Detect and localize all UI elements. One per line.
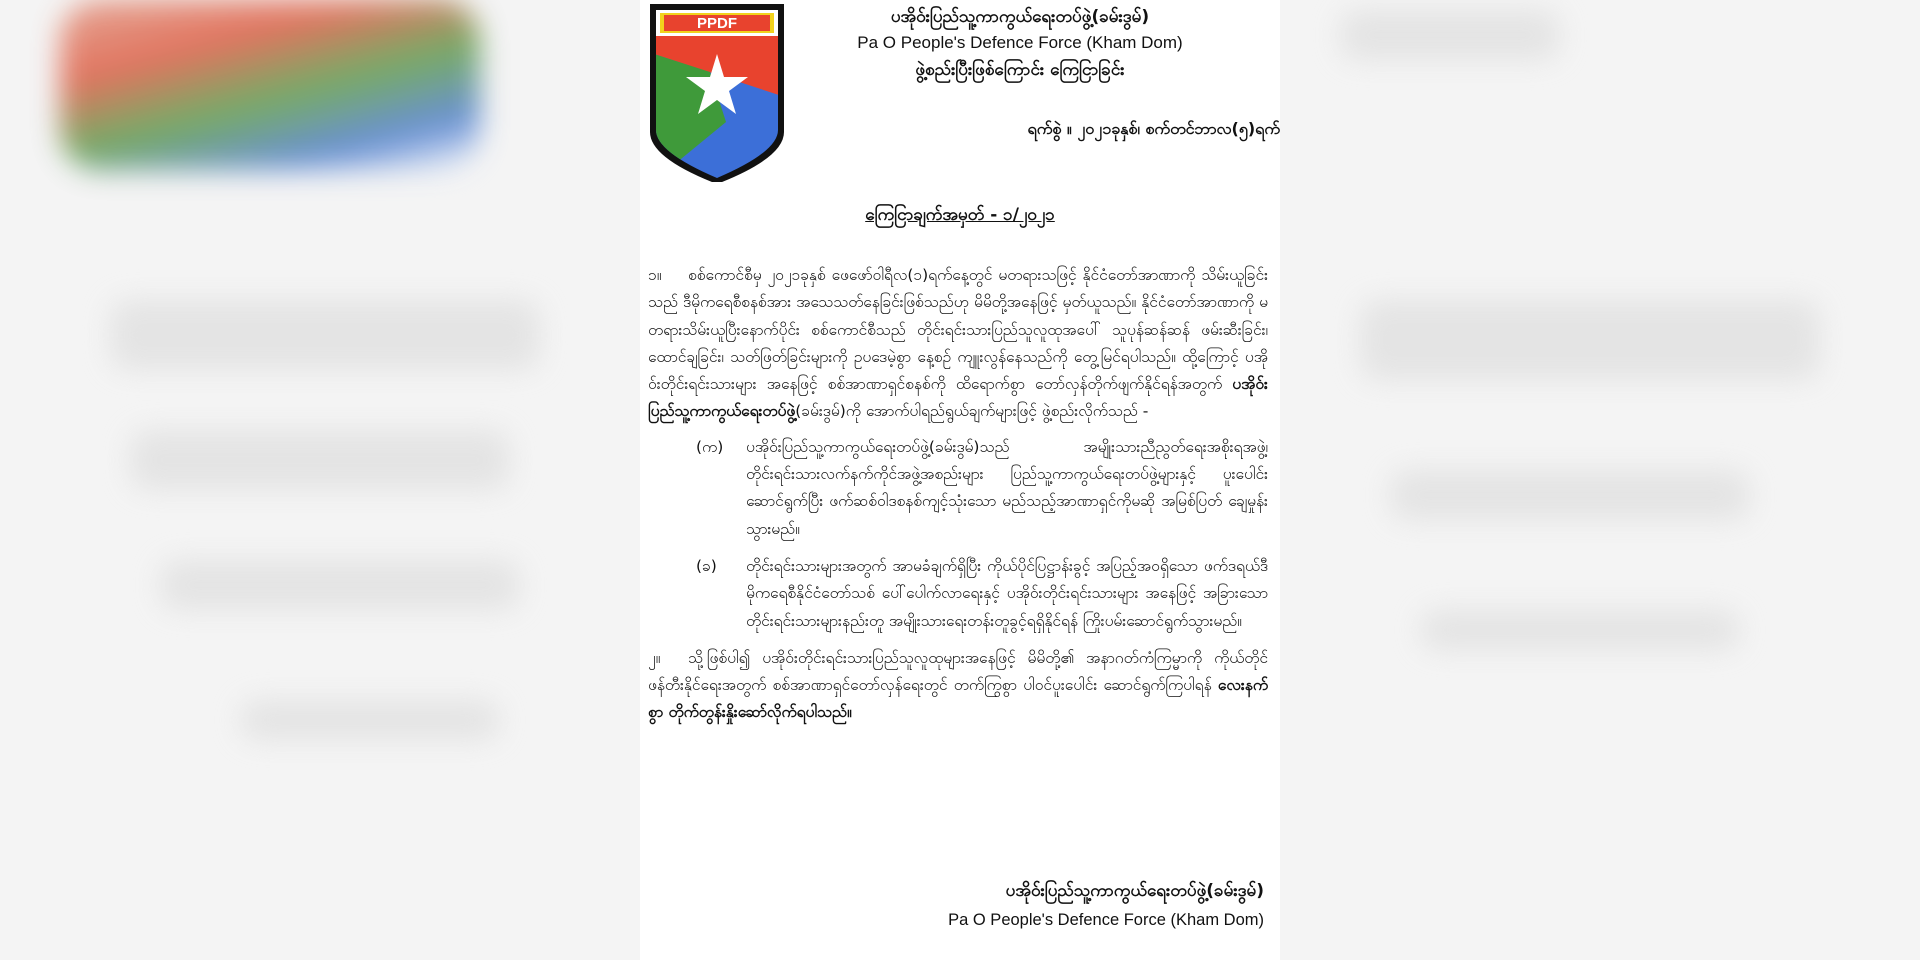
document-body	[648, 262, 1268, 735]
blurred-background-text	[130, 430, 510, 490]
signature-name-en: Pa O People's Defence Force (Kham Dom)	[948, 911, 1264, 929]
paragraph-text: စစ်ကောင်စီမှ ၂၀၂၁ခုနှစ် ဖေဖော်ဝါရီလ(၁)ရက်နေ့တွင် မတရားသဖြင့် နိုင်ငံတော်အာဏာကို သိမ်းယူခြင်းသည် ဒီမိုကရေစီစနစ်အား အသေသတ်နေခြင်းဖြစ်သည်ဟု မိမိတို့အနေဖြင့် မှတ်ယူသည်။ နိုင်ငံတော်အာဏာကို မတရားသိမ်းယူပြီးနောက်ပိုင်း စစ်ကောင်စီသည် တိုင်းရင်းသားပြည်သူလူထုအပေါ် သူပုန်ဆန်ဆန် ဖမ်းဆီးခြင်း၊ ထောင်ချခြင်း၊ သတ်ဖြတ်ခြင်းများကို ဥပဒေမဲ့စွာ နေ့စဉ် ကျူးလွန်နေသည်ကို တွေ့မြင်ရပါသည်။ ထို့ကြောင့် ပအိုဝ်းတိုင်းရင်းသားများ အနေဖြင့် စစ်အာဏာရှင်စနစ်ကို ထိရောက်စွာ တော်လှန်တိုက်ဖျက်နိုင်ရန်အတွက်	[648, 266, 1268, 394]
header-subtitle: ဖွဲ့စည်းပြီးဖြစ်ကြောင်း ကြေငြာခြင်း	[915, 60, 1125, 80]
announcement-title-text: ကြေငြာချက်အမှတ် - ၁/၂၀၂၁	[865, 205, 1055, 225]
logo-text: PPDF	[696, 15, 738, 32]
header-organization	[830, 4, 1210, 84]
paragraph-bold-text: ပအိုဝ်းပြည်သူ့ကာကွယ်ရေးတပ်ဖွဲ့	[648, 375, 1268, 421]
paragraph-bold-text: လေးနက်စွာ တိုက်တွန်းနှိုးဆော်လိုက်ရပါသည်။	[648, 676, 1268, 722]
sub-item-ka	[648, 434, 1268, 543]
blurred-background-text	[1390, 470, 1750, 520]
paragraph-number: ၂။	[648, 648, 661, 667]
announcement-title	[640, 204, 1280, 229]
ppdf-shield-logo	[648, 2, 786, 182]
blurred-background-text	[1360, 300, 1820, 380]
blurred-background-text	[1420, 610, 1740, 650]
blurred-background-text	[160, 560, 520, 610]
org-name-mm: ပအိုဝ်းပြည်သူ့ကာကွယ်ရေးတပ်ဖွဲ့(ခမ်းဒွမ်)	[890, 7, 1150, 27]
blurred-background-text	[240, 700, 500, 740]
signature-block	[948, 876, 1264, 934]
paragraph-1	[648, 262, 1268, 426]
blurred-background-logo	[60, 0, 480, 170]
paragraph-number: ၁။	[648, 266, 662, 284]
sub-item-kha	[648, 553, 1268, 635]
paragraph-2	[648, 645, 1268, 727]
announcement-document	[640, 0, 1280, 960]
blurred-background-text	[1340, 10, 1560, 60]
sub-item-text: တိုင်းရင်းသားများအတွက် အာမခံချက်ရှိပြီး ကိုယ်ပိုင်ပြဋ္ဌာန်းခွင့် အပြည့်အဝရှိသော ဖက်ဒရယ်ဒီမိုကရေစီနိုင်ငံတော်သစ် ပေါ်ပေါက်လာရေးနှင့် ပအိုဝ်းတိုင်းရင်းသားများ အနေဖြင့် အခြားသောတိုင်းရင်းသားများနည်းတူ အမျိုးသားရေးတန်းတူခွင့်ရရှိနိုင်ရန် ကြိုးပမ်းဆောင်ရွက်သွားမည်။	[746, 556, 1268, 630]
paragraph-text: သို့ဖြစ်ပါ၍ ပအိုဝ်းတိုင်းရင်းသားပြည်သူလူထုများအနေဖြင့် မိမိတို့၏ အနာဂတ်ကံကြမ္မာကို ကိုယ်တိုင်ဖန်တီးနိုင်ရေးအတွက် စစ်အာဏာရှင်တော်လှန်ရေးတွင် တက်ကြွစွာ ပါဝင်ပူးပေါင်း ဆောင်ရွက်ကြပါရန်	[648, 648, 1268, 695]
signature-name-mm: ပအိုဝ်းပြည်သူ့ကာကွယ်ရေးတပ်ဖွဲ့(ခမ်းဒွမ်)	[1005, 881, 1264, 901]
sub-item-number: (ခ)	[696, 556, 717, 575]
paragraph-text-end: (ခမ်းဒွမ်)ကို အောက်ပါရည်ရွယ်ချက်များဖြင့် ဖွဲ့စည်းလိုက်သည် -	[795, 402, 1149, 421]
document-date: ရက်စွဲ ။ ၂၀၂၁ခုနှစ်၊ စက်တင်ဘာလ(၅)ရက်	[1027, 119, 1280, 138]
sub-item-number: (က)	[696, 437, 724, 456]
blurred-background-text	[110, 300, 540, 370]
org-name-en: Pa O People's Defence Force (Kham Dom)	[857, 33, 1183, 52]
sub-item-text: ပအိုဝ်းပြည်သူ့ကာကွယ်ရေးတပ်ဖွဲ့(ခမ်းဒွမ်)သည် အမျိုးသားညီညွတ်ရေးအစိုးရအဖွဲ့၊ တိုင်းရင်းသားလက်နက်ကိုင်အဖွဲ့အစည်းများ ပြည်သူ့ကာကွယ်ရေးတပ်ဖွဲ့များနှင့် ပူးပေါင်းဆောင်ရွက်ပြီး ဖက်ဆစ်ဝါဒစနစ်ကျင့်သုံးသော မည်သည့်အာဏာရှင်ကိုမဆို အမြစ်ပြတ် ချေမှုန်းသွားမည်။	[746, 437, 1268, 538]
